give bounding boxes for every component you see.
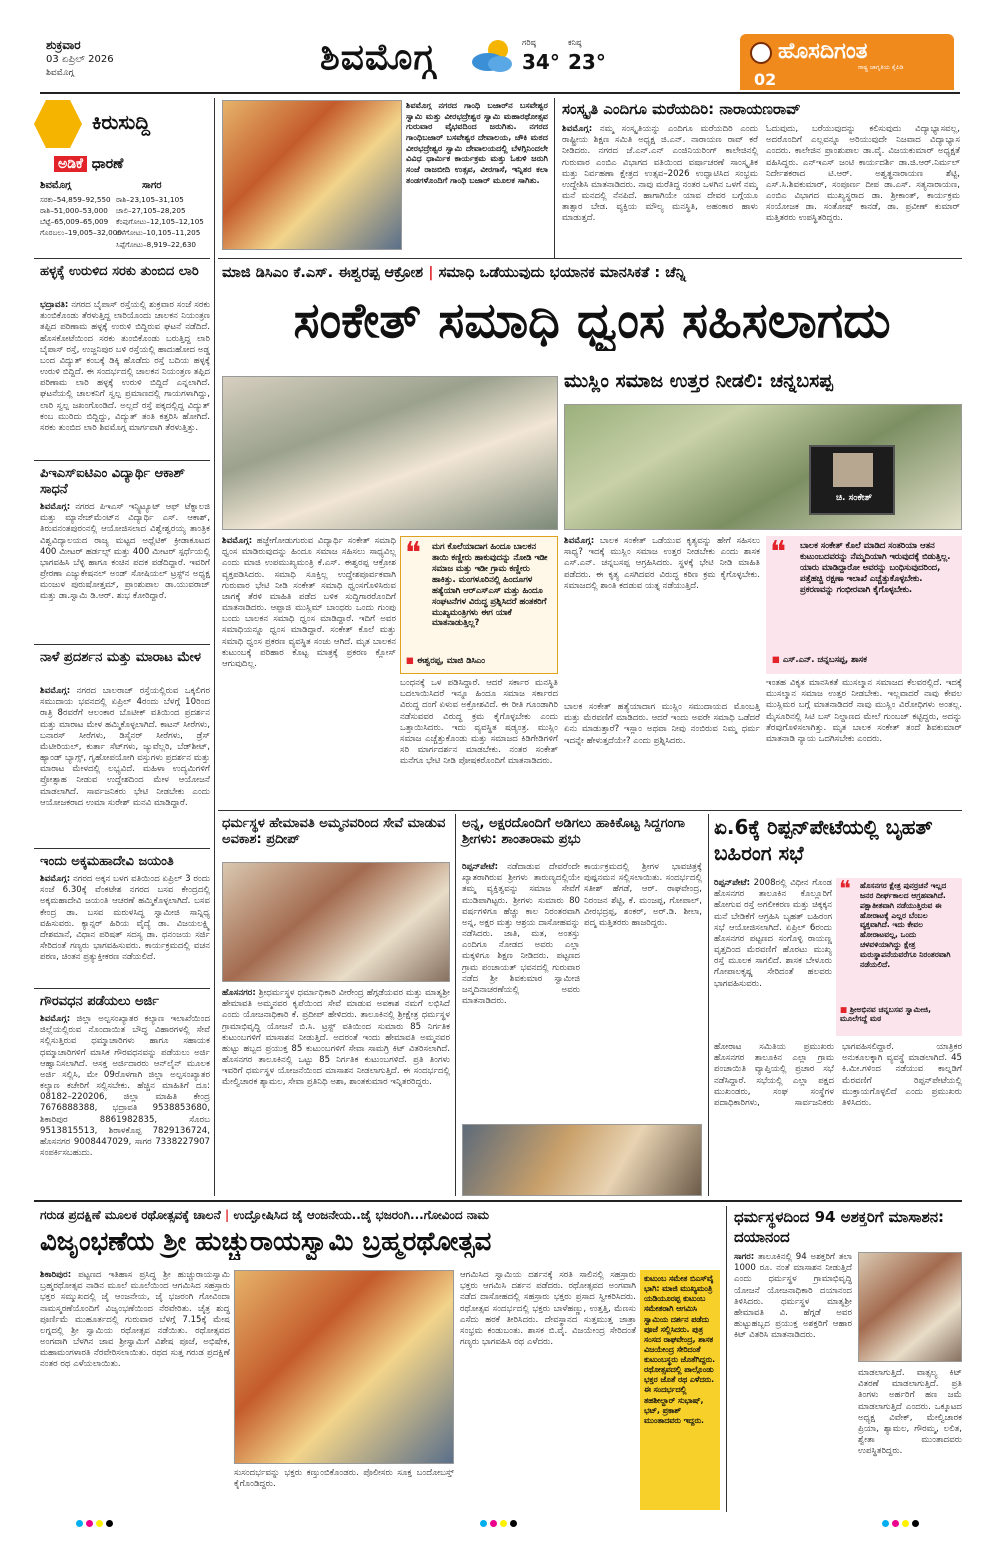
paper-tagline: ರಾಷ್ಟ್ರ ಜಾಗೃತಿಯ ಕೈಪಿಡಿ (858, 64, 904, 71)
siddaganga-dateline: ರಿಪ್ಪನ್‌ಪೇಟೆ: (462, 862, 499, 872)
samskruti-body-right: ಓದುವುದು, ಬರೆಯುವುದನ್ನು ಕಲಿಸುವುದು ವಿದ್ಯಾಭ್ಯಾಸವಲ್ಲ, ಅದರೊಂದಿಗೆ ಎಲ್ಲವನ್ನೂ ಅರಿಯುವುದೇ ನಿಜವಾದ ವಿದ್ಯಾಭ್ಯಾಸ ಎಂದರು. ಕಾಲೇಜಿನ ಪ್ರಾಂಶುಪಾಲ ಡಾ.ವೈ. ವಿಜಯಕುಮಾರ್ ಅಧ್ಯಕ್ಷತೆ ವಹಿಸಿದ್ದರು. ಎನ್‌ಇಎಸ್ ಜಂಟಿ ಕಾರ್ಯದರ್ಶಿ ಡಾ.ಜಿ.ಆರ್.ನಿರ್ಮಲ್ ನಿರ್ದೇಶಕರಾದ ಟಿ.ಆರ್. ಅಶ್ವತ್ಥನಾರಾಯಣ ಶೆಟ್ಟಿ, ಎಸ್.ಸಿ.ಶಿವಕುಮಾರ್, ಸಂಪೂರ್ಣ ದೀಪ ಡಾ.ಎಸ್. ಸತ್ಯನಾರಾಯಣ, ಎಂಬಿಎ ವಿಭಾಗದ ಮುಖ್ಯಸ್ಥರಾದ ಡಾ. ಶ್ರೀಕಾಂತ್, ಕಾರ್ಯಕ್ರಮ ಸಂಯೋಜಕ ಡಾ. ಸಂತೋಷ್ ಕಾನಡೆ, ಡಾ. ಪ್ರವೀಣ್ ಕುಮಾರ್ ಮತ್ತಿತರರು ಉಪಸ್ಥಿತರಿದ್ದರು. (766, 124, 960, 224)
gowrava-text: ಜಿಲ್ಲಾ ಅಲ್ಪಸಂಖ್ಯಾತರ ಕಲ್ಯಾಣ ಇಲಾಖೆಯಿಂದ ಜಿಲ್ಲೆಯಲ್ಲಿರುವ ನೊಂದಾಯಿತ ಬೌದ್ಧ ವಿಹಾರಗಳಲ್ಲಿ ಸೇವೆ ಸಲ್ಲಿಸುತ್ತಿರುವ ಧಮ್ಮಾಚಾರಿಗಳು ಹಾಗೂ ಸಹಾಯಕ ಧಮ್ಮಾಚಾರಿಗಳಿಗೆ ಮಾಸಿಕ ಗೌರವಧನವನ್ನು ಪಡೆಯಲು ಅರ್ಜಿ ಆಹ್ವಾನಿಸಲಾಗಿದೆ. ಆಸಕ್ತ ಅರ್ಜಿದಾರರು ಆನ್‌ಲೈನ್ ಮೂಲಕ ಅರ್ಜಿ ಸಲ್ಲಿಸಿ, ಮೇ 09ರೊಳಗಾಗಿ ಜಿಲ್ಲಾ ಅಲ್ಪಸಂಖ್ಯಾತರ ಕಲ್ಯಾಣ ಕಚೇರಿಗೆ ಸಲ್ಲಿಸಬೇಕು. ಹೆಚ್ಚಿನ ಮಾಹಿತಿಗೆ ದೂ: 08182–220206, ಜಿಲ್ಲಾ ಮಾಹಿತಿ ಕೇಂದ್ರ 7676888388, ಭದ್ರಾವತಿ 9538853680, ಶಿಕಾರಿಪುರ 8861982835, ಸೊರಬ 9513815513, ಶಿರಾಳಕೊಪ್ಪ 7829136724, ಹೊಸನಗರ 9008447029, ಸಾಗರ 7338227907 ಸಂಪರ್ಕಿಸಬಹುದು. (40, 1014, 210, 1159)
piesbitiem-dateline: ಶಿವಮೊಗ್ಗ: (40, 502, 71, 512)
dharmasthala94-photo (858, 1252, 962, 1362)
siddaganga-headline: ಅನ್ನ, ಅಕ್ಷರದೊಂದಿಗೆ ಅಡಿಗಲು ಹಾಕಿಕೊಟ್ಟ ಸಿದ್ದಗಂಗಾ ಶ್ರೀಗಳು: ಶಾಂತಾರಾಮ ಪ್ರಭು (462, 816, 686, 848)
lorry-headline: ಹಳ್ಳಕ್ಕೆ ಉರುಳಿದ ಸರಕು ತುಂಬಿದ ಲಾರಿ (40, 264, 199, 279)
hucchuraya-dateline: ಶಿಕಾರಿಪುರ: (40, 1270, 72, 1280)
lead-headline: ಸಂಕೇತ್ ಸಮಾಧಿ ಧ್ವಂಸ ಸಹಿಸಲಾಗದು (293, 292, 891, 349)
kicker-separator: | (224, 1208, 234, 1222)
pradarshana-rule (34, 848, 210, 849)
akkamahadevi-rule (34, 988, 210, 989)
akkamahadevi-text: ನಗರದ ಅಕ್ಕನ ಬಳಗ ವತಿಯಿಂದ ಏಪ್ರಿಲ್ 3 ರಂದು ಸಂಜೆ 6.30ಕ್ಕೆ ವೆಂಕಟೇಶ ನಗರದ ಬಸವ ಕೇಂದ್ರದಲ್ಲಿ ಅಕ್ಕಮಹಾದೇವಿ ಜಯಂತಿ ಆಚರಣೆ ಹಮ್ಮಿಕೊಳ್ಳಲಾಗಿದೆ. ಬಸವ ಕೇಂದ್ರ ಡಾ. ಬಸವ ಮರುಳಸಿದ್ಧ ಸ್ವಾಮೀಜಿ ಸಾನ್ನಿಧ್ಯ ವಹಿಸುವರು. ಕ್ಯಾನ್ಸರ್ ಹಿರಿಯ ವೈದ್ಯೆ ಡಾ. ವಿಜಯಲಕ್ಷ್ಮಿ ದೇಶಮಾನೆ, ವಿಧಾನ ಪರಿಷತ್ ಸದಸ್ಯ ಡಾ. ಧನಂಜಯ ಸರ್ಜಿ ಸೇರಿದಂತೆ ಗಣ್ಯರು ಭಾಗವಹಿಸುವರು. ಕಾರ್ಯಕ್ರಮದಲ್ಲಿ ವಚನ ಪಠಣ, ಚಿಂತನ ಪ್ರತ್ಯುಕ್ತೀಕರಣ ನಡೆಯಲಿದೆ. (40, 874, 210, 963)
dharmasthala-body (222, 988, 450, 1194)
pradarshana-dateline: ಶಿವಮೊಗ್ಗ: (40, 686, 71, 696)
akkamahadevi-body (40, 874, 210, 984)
masthead-rule (40, 92, 960, 94)
adike-right-row: ಚಾಲಿ–27,105–28,205 (116, 206, 186, 216)
samskruti-dateline: ಶಿವಮೊಗ್ಗ: (562, 124, 593, 134)
bottom-band-rule (34, 1200, 962, 1202)
hucchuraya-kicker (40, 1208, 720, 1223)
page-number: 02 (754, 70, 777, 89)
ripponpete-headline: ಏ.6ಕ್ಕೆ ರಿಪ್ಪನ್‌ಪೇಟೆಯಲ್ಲಿ ಬೃಹತ್ ಬಹಿರಂಗ ಸಭೆ (714, 815, 933, 865)
hucchuraya-body-1 (40, 1270, 230, 1510)
kicker-separator: | (428, 265, 439, 281)
gowrava-dateline: ಶಿವಮೊಗ್ಗ: (40, 1014, 71, 1024)
quote-mark-icon: ❝ (770, 535, 787, 570)
lead-subheadline: ಮುಸ್ಲಿಂ ಸಮಾಜ ಉತ್ತರ ನೀಡಲಿ: ಚನ್ನಬಸಪ್ಪ (564, 370, 833, 392)
dharmasthala-photo (222, 862, 450, 982)
lead-kicker-right: ಸಮಾಧಿ ಒಡೆಯುವುದು ಭಯಾನಕ ಮಾನಸಿಕತೆ : ಚೆನ್ನಿ (438, 265, 686, 281)
quote-bullet: ■ (406, 655, 417, 665)
samskruti-text-left: ನಮ್ಮ ಸಂಸ್ಕೃತಿಯನ್ನು ಎಂದಿಗೂ ಮರೆಯದಿರಿ ಎಂದು ರಾಷ್ಟ್ರೀಯ ಶಿಕ್ಷಣ ಸಮಿತಿ ಅಧ್ಯಕ್ಷ ಜಿ.ಎನ್. ನಾರಾಯಣ ರಾವ್ ಕರೆ ನೀಡಿದರು. ನಗರದ ಜೆ.ಎನ್.ಎನ್ ಎಂಜಿನಿಯರಿಂಗ್ ಕಾಲೇಜಿನಲ್ಲಿ ಗುರುವಾರ ಎಂಬಿಎ ವಿಭಾಗದ ವತಿಯಿಂದ ವರ್ಷಾಚರಣೆ ಸಾಂಸ್ಕೃತಿಕ ಮತ್ತು ನಿರ್ವಹಣಾ ಕ್ಷೇತ್ರದ ಉತ್ಸವ–2026 ಉದ್ಘಾಟಿಸಿದ ಸಂಭ್ರಮ ಉದ್ದೇಶಿಸಿ ಮಾತನಾಡಿದರು. ನಾವು ಮರೆತಿದ್ದ ನಂತರ ಒಳಗಿನ ಒಳಗೆ ನಮ್ಮ ಮನೆ ಮನದಲ್ಲಿ ನೆನಪಿದೆ. ಹಾಗಾಗಿಯೇ ಯಾವ ದೇವರ ಬಗ್ಗೆಯೂ ತಾತ್ಸಾರ ಬೇಡ. ವ್ಯಕ್ತಿಯ ಮೌಲ್ಯ ಮನಸ್ಥಿತಿ, ಅಹಂಕಾರ ಹಾಳು ಮಾಡುತ್ತದೆ. (562, 124, 758, 224)
channabasappa-quote (766, 536, 962, 674)
lead-body-right-3: ಇಂತಹ ವಿಕೃತ ಮಾನಸಿಕತೆ ಮುಸಲ್ಮಾನ ಸಮಾಜದ ಕೆಲವರಲ್ಲಿದೆ. ಇದಕ್ಕೆ ಮುಸಲ್ಮಾನ ಸಮಾಜ ಉತ್ತರ ನೀಡಬೇಕು. ಇಲ್ಲವಾದರೆ ನಾವು ಕೇವಲ ಮುಸ್ಲಿಮರ ಬಗ್ಗೆ ಮಾತನಾಡಿದರೆ ನಾವು ಮುಸ್ಲಿಂ ವಿರೋಧಿಗಳು ಅಂತಲ್ಲ. ಮೈಸೂರಿನಲ್ಲಿ ಸಿಟಿ ಬಸ್ ನಿಲ್ದಾಣದ ಮೇಲೆ ಗುಂಬಜ್ ಕಟ್ಟಿದ್ದರು, ಅದನ್ನು ತೆರವುಗೊಳಿಸಲಾಗಿತ್ತು. ಮೃತ ಬಾಲಕ ಸಂಕೇತ್ ತಂದೆ ಶಿವಕುಮಾರ್ ಮಾತನಾಡಿ ನ್ಯಾಯ ಒದಗಿಸಬೇಕು ಎಂದರು. (766, 678, 962, 744)
quote-by-text: ಈಶ್ವರಪ್ಪ, ಮಾಜಿ ಡಿಸಿಎಂ (416, 655, 486, 665)
top-band-rule (218, 258, 962, 259)
akkamahadevi-dateline: ಶಿವಮೊಗ್ಗ: (40, 874, 71, 884)
quote-bullet: ■ (840, 1005, 850, 1014)
adike-left-row: ಬೆಟ್ಟೆ–65,009–65,009 (40, 217, 109, 227)
gowrava-body (40, 1014, 210, 1194)
logo-box (740, 34, 954, 90)
ripponpete-text-1: 2008ರಲ್ಲಿ ವಿಧೀನ ಗೊಂಡ ಹೊಸನಗರ ತಾಲೂಕಿನ ಕೊಲ್ಲೂರಿಗೆ ಹೋಗುವ ರಸ್ತೆ ಅಗಲೀಕರಣ ಮತ್ತು ಚಿಕ್ಕಕ್ಕನ ಮನೆ ಬೇಡಿಕೆಗೆ ಆಗ್ರಹಿಸಿ ಬೃಹತ್ ಬಹಿರಂಗ ಸಭೆ ಆಯೋಜಿಸಲಾಗಿದೆ. ಏಪ್ರಿಲ್ 6ರಂದು ಹೊಸನಗರ ಪಟ್ಟಣದ ಸಂಗೊಳ್ಳಿ ರಾಯಣ್ಣ ವೃತ್ತದಿಂದ ಮೆರವಣಿಗೆ ಹೊರಟು ಮುಖ್ಯ ರಸ್ತೆ ಮೂಲಕ ಸಾಗಲಿದೆ. ಶಾಸಕ ಬೇಳೂರು ಗೋಪಾಲಕೃಷ್ಣ ಸೇರಿದಂತೆ ಹಲವರು ಭಾಗವಹಿಸುವರು. (714, 878, 832, 989)
day-label: ಶುಕ್ರವಾರ (46, 38, 81, 52)
tombstone-name: ಚಿ. ಸಂಕೇತ್ (835, 493, 873, 503)
date-label: 03 ಏಪ್ರಿಲ್ 2026 (46, 54, 114, 65)
max-temp: 34° (522, 50, 560, 74)
masthead (0, 0, 1000, 94)
piesbitiem-headline: ಪಿಇಎಸ್‌ಐಟಿಎಂ ವಿದ್ಯಾರ್ಥಿ ಆಕಾಶ್ ಸಾಧನೆ (40, 466, 185, 498)
hucchuraya-kicker-left: ಗರುಡ ಪ್ರದಕ್ಷಿಣೆ ಮೂಲಕ ರಥೋತ್ಸವಕ್ಕೆ ಚಾಲನೆ (40, 1208, 221, 1222)
adike-right-row: ರಾಶಿ–23,105–31,105 (116, 195, 184, 204)
lead-body-right-2: ಬಾಲಕ ಸಂಕೇತ್ ಹತ್ಯೆಯಾದಾಗ ಮುಸ್ಲಿಂ ಸಮುದಾಯದ ಮೊಂಬತ್ತಿ ಮತ್ತು ಮೆರವಣಿಗೆ ಮಾಡಿದರು. ಆದರೆ ಇಂದು ಅವರೇ ಸಮಾಧಿ ಒಡೆದರೆ ಏನು ಮಾಡುತ್ತಾರೆ? ಇಸ್ಲಾಂ ಅಥವಾ ನೀವು ನಂಬಿರುವ ನಿಮ್ಮ ಧರ್ಮ ಇದನ್ನೇ ಹೇಳುತ್ತದೆಯೇ? ಎಂದು ಪ್ರಶ್ನಿಸಿದರು. (564, 702, 760, 746)
piesbitiem-rule (34, 644, 210, 645)
lead-text-left-1: ಹಜ್ಜೇಗೋಡುಗುರುವ ವಿದ್ಯಾರ್ಥಿ ಸಂಕೇತ್ ಸಮಾಧಿ ಧ್ವಂಸ ಮಾಡಿರುವುದನ್ನು ಹಿಂದೂ ಸಮಾಜ ಸಹಿಸಲು ಸಾಧ್ಯವಿಲ್ಲ ಎಂದು ಮಾಜಿ ಉಪಮುಖ್ಯಮಂತ್ರಿ ಕೆ.ಎಸ್. ಈಶ್ವರಪ್ಪ ಆಕ್ರೋಶ ವ್ಯಕ್ತಪಡಿಸಿದರು. ಸಮಾಧಿ ಸೂಕ್ತಿಲ್ಲ ಉದ್ದೇಶಪೂರ್ವಕವಾಗಿ ಗುರುವಾರ ಭೇಟಿ ನೀಡಿ ಸಂಕೇತ್ ಸಮಾಧಿ ಧ್ವಂಸಗೊಳಿಸಿರುವ ಜಾಗಕ್ಕೆ ತೆರಳಿ ಮಾಹಿತಿ ಪಡೆದ ಬಳಿಕ ಸುದ್ದಿಗಾರರೊಂದಿಗೆ ಮಾತನಾಡಿದರು. ಆಪ್ಪಾಜಿ ಮುಸ್ಲಿಮ್ ಬಾಂಧರು ಒಂದು ಗುಂಪು ಬಂದು ಬಾಲಕನ ಸಮಾಧಿ ಧ್ವಂಸ ಮಾಡಿದ್ದಾರೆ. ಇದಿಗೆ ಅವರ ಸಮಾಧಿಯನ್ನೂ ಧ್ವಂಸ ಮಾಡಿದ್ದಾರೆ. ಸಂಕೇತ್ ಕೊಲೆ ಮತ್ತು ಸಮಾಧಿ ಧ್ವಂಸ ಪ್ರಕರಣ ವ್ಯವಸ್ಥಿತ ಸಂಚು ಆಗಿದೆ. ಮೃತ ಬಾಲಕನ ಕುಟುಂಬಕ್ಕೆ ಪರಿಹಾರ ಕೊಟ್ಟ ಮಾತ್ರಕ್ಕೆ ಪ್ರಕರಣ ಕ್ಲೋಸ್ ಆಗುವುದಿಲ್ಲ. (222, 536, 396, 669)
kirusuddi-badge (34, 100, 196, 148)
max-temp-label: ಗರಿಷ್ಠ (522, 38, 536, 47)
adike-left-row: ಸರಕು–54,859–92,550 (40, 195, 111, 204)
akkamahadevi-headline: ಇಂದು ಅಕ್ಕಮಹಾದೇವಿ ಜಯಂತಿ (40, 854, 174, 869)
hucchuraya-body-2: ಆಗಮಿಸಿದ ಸ್ವಾಮಿಯ ದರ್ಶನಕ್ಕೆ ಸರತಿ ಸಾಲಿನಲ್ಲಿ ಸಹಸ್ರಾರು ಭಕ್ತರು ಆಗಮಿಸಿ ದರ್ಶನ ಪಡೆದರು. ರಥೋತ್ಸವದ ಅಂಗವಾಗಿ ನಡೆದ ದಾಸೋಹದಲ್ಲಿ ಸಹಸ್ರಾರು ಭಕ್ತರು ಪ್ರಸಾದ ಸ್ವೀಕರಿಸಿದರು. ರಥೋತ್ಸವ ಸಂದರ್ಭದಲ್ಲಿ ಭಕ್ತರು ಬಾಳೆಹಣ್ಣು, ಉತ್ತತ್ತಿ, ಮೆಣಸು ಎಸೆದು ಹರಕೆ ತೀರಿಸಿದರು. ದೇವಸ್ಥಾನದ ಸುತ್ತಮುತ್ತ ಜಾತ್ರಾ ಸಂಭ್ರಮ ಕಂಡುಬಂತು. ಶಾಸಕ ಬಿ.ವೈ. ವಿಜಯೇಂದ್ರ ಸೇರಿದಂತೆ ಗಣ್ಯರು ಭಾಗವಹಿಸಿ ರಥ ಎಳೆದರು. (460, 1270, 636, 1348)
dharmasthala94-body-1 (734, 1252, 852, 1510)
channabasappa-quote-by (772, 654, 956, 665)
bottom-band-vrule (726, 1206, 727, 1512)
adike-right-row: ಬಿಳೆಗೋಟು–10,105–11,205 (116, 228, 201, 238)
registration-marks-center (480, 1520, 520, 1531)
ripponpete-quote-text: ಹೊಸನಗರ ಕ್ಷೇತ್ರ ಪುನರ್ರಚನೆ ಇಲ್ಲದ ಜನರ ದೀರ್ಘಕಾಲದ ಆಗ್ರಹವಾಗಿದೆ. ಪಕ್ಷಾತೀತವಾಗಿ ನಡೆಯುತ್ತಿರುವ ಈ ಹೋರಾಟಕ್ಕೆ ಎಲ್ಲರ ಬೆಂಬಲ ವ್ಯಕ್ತವಾಗಿದೆ. ಇದು ಕೇವಲ ಹೋರಾಟವಲ್ಲ, ಒಂದು ಚಳವಳಿಯಾಗಿದ್ದು ಕ್ಷೇತ್ರ ಮರುಸ್ಥಾಪನೆಯವರೆಗೂ ನಿರಂತರವಾಗಿ ನಡೆಯಲಿದೆ. (860, 881, 951, 969)
adike-left-place: ಶಿವಮೊಗ್ಗ (40, 180, 72, 191)
lead-bottom-rule (218, 810, 962, 811)
pradarshana-text: ನಗರದ ಬಾಲರಾಜ್ ರಸ್ತೆಯಲ್ಲಿರುವ ಒಕ್ಕಲಿಗರ ಸಮುದಾಯ ಭವನದಲ್ಲಿ ಏಪ್ರಿಲ್ 4ರಂದು ಬೆಳಗ್ಗೆ 10ರಿಂದ ರಾತ್ರಿ 8ರವರೆಗೆ ಆಲಂಕಾರ ಬೊಟೀಕ್ ವತಿಯಿಂದ ಪ್ರದರ್ಶನ ಮತ್ತು ಮಾರಾಟ ಮೇಳ ಹಮ್ಮಿಕೊಳ್ಳಲಾಗಿದೆ. ಕಾಟನ್ ಸೀರೆಗಳು, ಬನಾರಸ್ ಸೀರೆಗಳು, ಡಿಸೈನರ್ ಸೀರೆಗಳು, ಡ್ರೆಸ್ ಮೆಟೀರಿಯಲ್, ಕುರ್ತಾ ಸೆಟ್‌ಗಳು, ಜ್ಯುವೆಲ್ಲರಿ, ಬೆಡ್‌ಶೀಟ್, ಹ್ಯಾಂಡ್ ಬ್ಯಾಗ್ಸ್, ಗೃಹೋಪಯೋಗಿ ವಸ್ತುಗಳು ಪ್ರದರ್ಶನ ಮತ್ತು ಮಾರಾಟ ಮೇಳದಲ್ಲಿ ಲಭ್ಯವಿದೆ. ಮಹಿಳಾ ಉದ್ಯಮಿಗಳಿಗೆ ಪ್ರೋತ್ಸಾಹ ನೀಡುವ ಉದ್ದೇಶದಿಂದ ಮೇಳ ಆಯೋಜನೆ ಮಾಡಲಾಗಿದೆ. ಸಾರ್ವಜನಿಕರು ಭೇಟಿ ನೀಡಬೇಕು ಎಂದು ಆಯೋಜಕರಾದ ಉಮಾ ಸುರೇಶ್ ಮನವಿ ಮಾಡಿದ್ದಾರೆ. (40, 686, 210, 808)
dharmasthala-text: ಶ್ರೀಧರ್ಮಸ್ಥಳ ಧರ್ಮಾಧಿಕಾರಿ ವೀರೇಂದ್ರ ಹೆಗ್ಗಡೆಯವರ ಮತ್ತು ಮಾತೃಶ್ರೀ ಹೇಮಾವತಿ ಅಮ್ಮನವರ ಕೃಪೆಯಿಂದ ಸೇವೆ ಮಾಡುವ ಅವಕಾಶ ನಮಗೆ ಲಭಿಸಿದೆ ಎಂದು ಯೋಜನಾಧಿಕಾರಿ ಕೆ. ಪ್ರದೀಪ್ ಹೇಳಿದರು. ತಾಲೂಕಿನಲ್ಲಿ ಶ್ರೀಕ್ಷೇತ್ರ ಧರ್ಮಸ್ಥಳ ಗ್ರಾಮಾಭಿವೃದ್ಧಿ ಯೋಜನೆ ಬಿ.ಸಿ. ಟ್ರಸ್ಟ್ ವತಿಯಿಂದ ಸುಮಾರು 85 ನಿರ್ಗತಿಕ ಕುಟುಂಬಗಳಿಗೆ ಮಾಸಾಶನ ನೀಡುತ್ತಿದೆ. ಅದರಂತೆ ಇಂದು ಹೇಮಾವತಿ ಅಮ್ಮನವರ ಹುಟ್ಟು ಹಬ್ಬದ ಪ್ರಯುಕ್ತ 85 ಕುಟುಂಬಗಳಿಗೆ ಸೇವಾ ಸಾಮಗ್ರಿ ಕಿಟ್ ವಿತರಿಸಲಾಗಿದೆ. ಹೊಸನಗರ ತಾಲೂಕಿನಲ್ಲಿ ಒಟ್ಟು 85 ನಿರ್ಗತಿಕ ಕುಟುಂಬಗಳಿದೆ. ಪ್ರತಿ ತಿಂಗಳು ಇವರಿಗೆ ಧರ್ಮಸ್ಥಳ ಯೋಜನೆಯಿಂದ ಮಾಸಾಶನ ನೀಡಲಾಗುತ್ತಿದೆ. ಈ ಸಂದರ್ಭದಲ್ಲಿ ಮೇಲ್ವಿಚಾರಕ ಶ್ಯಾಮಲ, ಸೇವಾ ಪ್ರತಿನಿಧಿ ಅಶಾ, ಶಾಂತಕುಮಾರ ಇನ್ನಿತರರಿದ್ದರು. (222, 988, 450, 1088)
lead-dateline-right: ಶಿವಮೊಗ್ಗ: (564, 536, 595, 546)
min-temp: 23° (568, 50, 606, 74)
eshwarappa-photo (222, 376, 558, 530)
channabasappa-quote-text: ಬಾಲಕ ಸಂಕೇತ್ ಕೊಲೆ ಮಾಡಿದ ಸಂತರಿಯಾ ಆತನ ಕುಟುಂಬದವರನ್ನು ನೆಮ್ಮದಿಯಾಗಿ ಇರುವುದಕ್ಕೆ ಬಿಡುತ್ತಿಲ್ಲ. ಯಾರು ಮಾಡಿದ್ದಾರೋ ಅವರನ್ನು ಬಂಧಿಸುವುದರಿಂದ, ಪತ್ತೆಹಚ್ಚಿ ರಕ್ಷಣಾ ಇಲಾಖೆ ಎಚ್ಚೆತ್ತುಕೊಳ್ಳಬೇಕು. ಪ್ರಕರಣವನ್ನು ಗಂಭೀರವಾಗಿ ಕೈಗೊಳ್ಳಬೇಕು. (800, 540, 951, 594)
eshwarappa-quote (400, 536, 558, 674)
left-col-rule (214, 98, 215, 1196)
adike-title-a: ಅಡಿಕೆ (54, 156, 87, 172)
lead-text-right-1: ಬಾಲಕ ಸಂಕೇತ್ ಒಡೆಯುವ ಕೃತ್ಯವನ್ನು ಹೇಗೆ ಸಹಿಸಲು ಸಾಧ್ಯ? ಇದಕ್ಕೆ ಮುಸ್ಲಿಂ ಸಮಾಜ ಉತ್ತರ ನೀಡಬೇಕು ಎಂದು ಶಾಸಕ ಎಸ್.ಎನ್. ಚನ್ನಬಸಪ್ಪ ಆಗ್ರಹಿಸಿದರು. ಸ್ಥಳಕ್ಕೆ ಭೇಟಿ ನೀಡಿ ಮಾಹಿತಿ ಪಡೆದರು. ಈ ಕೃತ್ಯ ಎಸಗಿದವರ ವಿರುದ್ಧ ಕಠಿಣ ಕ್ರಮ ಕೈಗೊಳ್ಳಬೇಕು. ಸಮಾಜದಲ್ಲಿ ಶಾಂತಿ ಕದಡುವ ಯತ್ನ ನಡೆಯುತ್ತಿದೆ. (564, 536, 760, 591)
lead-kicker-left: ಮಾಜಿ ಡಿಸಿಎಂ ಕೆ.ಎಸ್. ಈಶ್ವರಪ್ಪ ಆಕ್ರೋಶ (222, 265, 424, 281)
quote-bullet: ■ (772, 654, 783, 664)
lead-kicker (222, 264, 962, 282)
piesbitiem-body (40, 502, 210, 640)
adike-right-row: ಸಿಪ್ಪೆಗೋಟು–8,919–22,630 (116, 239, 196, 249)
adike-right-place: ಸಾಗರ (142, 180, 162, 191)
pradarshana-body (40, 686, 210, 844)
gowrava-headline: ಗೌರವಧನ ಪಡೆಯಲು ಅರ್ಜಿ (40, 994, 160, 1009)
gandhi-bazar-caption: ಶಿವಮೊಗ್ಗ ನಗರದ ಗಾಂಧಿ ಬಜಾರ್‌ನ ಬಸವೇಶ್ವರ ಸ್ವಾಮಿ ಮತ್ತು ವೀರಭದ್ರೇಶ್ವರ ಸ್ವಾಮಿ ಮಹಾರಥೋತ್ಸವ ಗುರುವಾರ ವೈಭವದಿಂದ ಜರುಗಿತು. ನಗರದ ಗಾಂಧಿಬಜಾರ್ ಬಸವೇಶ್ವರ ದೇವಾಲಯ, ಚೌಕಿ ಮಠದ ವೀರಭದ್ರೇಶ್ವರ ಸ್ವಾಮಿ ದೇವಾಲಯದಲ್ಲಿ ಬೆಳಗ್ಗಿನಿಂದಲೇ ವಿವಿಧ ಧಾರ್ಮಿಕ ಕಾರ್ಯಕ್ರಮ ಮತ್ತು ಓಕುಳಿ ಜರುಗಿ ಸಂಜೆ ರಾಜಬೀದಿ ಉತ್ಸವ, ವೀರಗಾಸೆ, ಇನ್ನಿತರ ಕಲಾ ತಂಡಗಳೊಂದಿಗೆ ಗಾಂಧಿ ಬಜಾರ್ ಮೂಲಕ ಸಾಗಿತು. (406, 100, 548, 185)
adike-left-row: ಗೊರಬಲು–19,005–32,000 (40, 228, 122, 238)
dharmasthala-dateline: ಹೊಸನಗರ: (222, 988, 256, 998)
kutumba-text: ಕುಟುಂಬ ಸಮೇತ ಬಿಎಸ್‌ವೈ ಭಾಗಿ: ಮಾಜಿ ಮುಖ್ಯಮಂತ್ರಿ ಯಡಿಯೂರಪ್ಪ ಕುಟುಂಬ ಸಮೇತರಾಗಿ ಆಗಮಿಸಿ ಸ್ವಾಮಿಯ ದರ್ಶನ ಪಡೆದು ಪೂಜೆ ಸಲ್ಲಿಸಿದರು. ಪುತ್ರ ಸಂಸದ ರಾಘವೇಂದ್ರ, ಶಾಸಕ ವಿಜಯೇಂದ್ರ ಸೇರಿದಂತೆ ಕುಟುಂಬಸ್ಥರು ಜೊತೆಗಿದ್ದರು. ರಥೋತ್ಸವದಲ್ಲಿ ಪಾಲ್ಗೊಂಡು ಭಕ್ತರ ಜೊತೆ ರಥ ಎಳೆದರು. ಈ ಸಂದರ್ಭದಲ್ಲಿ ತಹಶೀಲ್ದಾರ್ ಸುಭಾಷ್, ಭಟ್, ಪ್ರಕಾಶ್ ಮುಂತಾದವರು ಇದ್ದರು. (644, 1274, 716, 1425)
kutumba-box (640, 1270, 720, 1510)
lorry-rule (34, 460, 210, 461)
tombstone (809, 445, 895, 515)
lead-dateline-left: ಶಿವಮೊಗ್ಗ: (222, 536, 253, 546)
lorry-text: ನಗರದ ಬೈಪಾಸ್ ರಸ್ತೆಯಲ್ಲಿ ಶುಕ್ರವಾರ ಸಂಜೆ ಸರಕು ತುಂಬಿಕೊಂಡು ತೆರಳುತ್ತಿದ್ದ ಲಾರಿಯೊಂದು ಚಾಲಕನ ನಿಯಂತ್ರಣ ತಪ್ಪಿದ ಪರಿಣಾಮ ಹಳ್ಳಕ್ಕೆ ಉರುಳಿ ಬಿದ್ದಿರುವ ಘಟನೆ ನಡೆದಿದೆ. ಹೊಸಕೋಟೆಯಿಂದ ಸರಕು ತುಂಬಿಕೊಂಡು ಬರುತ್ತಿದ್ದ ಲಾರಿ ಬೈಪಾಸ್ ರಸ್ತೆ, ಉಜ್ಜನಿಪುರ ಬಳಿ ರಸ್ತೆಯಲ್ಲಿ ಹಾದುಹೋದ ಅಡ್ಡ ಬಂದ ವಿದ್ಯುತ್ ಕಂಬಕ್ಕೆ ಡಿಕ್ಕಿ ಹೊಡೆದು ರಸ್ತೆ ಬದಿಯ ಹಳ್ಳಕ್ಕೆ ಉರುಳಿ ಬಿದ್ದಿದೆ. ಈ ಸಂದರ್ಭದಲ್ಲಿ ಚಾಲಕನ ನಿಯಂತ್ರಣ ತಪ್ಪಿದ ಪರಿಣಾಮ ಲಾರಿ ಹಳ್ಳಕ್ಕೆ ಉರುಳಿ ಬಿದ್ದಿದೆ ಎನ್ನಲಾಗಿದೆ. ಘಟನೆಯಲ್ಲಿ ಚಾಲಕನಿಗೆ ಸ್ವಲ್ಪ ಪ್ರಮಾಣದಲ್ಲಿ ಗಾಯಗಳಾಗಿದ್ದು, ಲಾರಿ ಸ್ವಲ್ಪ ಜಖಂಗೊಂಡಿದೆ. ಅಲ್ಲದೆ ರಸ್ತೆ ಪಕ್ಕದಲ್ಲಿದ್ದ ವಿದ್ಯುತ್ ಕಂಬ ಮುರಿದು ಬಿದ್ದಿದ್ದು, ವಿದ್ಯುತ್ ತಂತಿ ಕತ್ತರಿಸಿ ಹೋಗಿದೆ. ಸರಕು ತುಂಬಿದ ಲಾರಿ ಶಿವಮೊಗ್ಗ ಮಾರ್ಗವಾಗಿ ತೆರಳುತ್ತಿತ್ತು. (40, 300, 210, 433)
piesbitiem-text: ನಗರದ ಪಿಇಎಸ್ ಇನ್ಸ್ಟಿಟ್ಯೂಟ್ ಆಫ್ ಟೆಕ್ನಾಲಜಿ ಮತ್ತು ಮ್ಯಾನೇಜ್‌ಮೆಂಟ್‌ನ ವಿದ್ಯಾರ್ಥಿ ಎಸ್. ಆಕಾಶ್, ತಿರುವನಂತಪುರಂನಲ್ಲಿ ಆಯೋಜಿಸಲಾದ ವಿಶ್ವೇಶ್ವರಯ್ಯ ತಾಂತ್ರಿಕ ವಿಶ್ವವಿದ್ಯಾಲಯದ ರಾಜ್ಯ ಮಟ್ಟದ ಅಥ್ಲೆಟಿಕ್ ಕ್ರೀಡಾಕೂಟದ 400 ಮೀಟರ್ ಹರ್ಡಲ್ಸ್ ಮತ್ತು 400 ಮೀಟರ್ ಸ್ಪರ್ಧೆಯಲ್ಲಿ ಭಾಗವಹಿಸಿ ಬೆಳ್ಳಿ ಹಾಗೂ ಕಂಚಿನ ಪದಕ ಪಡೆದಿದ್ದಾರೆ. ಇವರಿಗೆ ಪ್ರೇರಣಾ ಎಜ್ಯುಕೇಷನಲ್ ಅಂಡ್ ಸೋಷಿಯಲ್ ಟ್ರಸ್ಟ್‌ನ ಅಧ್ಯಕ್ಷ ಮಂಜುಳ ಪುರುಷೋತ್ತಮ್, ಪ್ರಾಂಶುಪಾಲ ಡಾ.ಯುವರಾಜ್ ಮತ್ತು ಡಾ.ಸ್ವಾಮಿ ಡಿ.ಆರ್. ಶುಭ ಕೋರಿದ್ದಾರೆ. (40, 502, 210, 602)
logo-emblem-icon (750, 42, 772, 64)
quote-by-text: ಶ್ರೀಅಭಿನವ ಚನ್ನಬಸವ ಸ್ವಾಮೀಜಿ, ಮೂಲೆಗದ್ದೆ ಮಠ (840, 1005, 931, 1024)
hucchuraya-kicker-right: ಉದ್ಘೋಷಿಸಿದ ಜೈ ಆಂಜನೇಯ..ಜೈ ಭಜರಂಗಿ...ಗೋವಿಂದ ನಾಮ (233, 1208, 490, 1222)
lead-body-right-1 (564, 536, 760, 698)
adike-left-row: ರಾಶಿ–51,000–53,000 (40, 206, 108, 216)
tombstone-portrait (833, 453, 873, 487)
weather-icon (468, 36, 516, 76)
ripponpete-body-1 (714, 878, 832, 1036)
adike-rule (34, 258, 210, 259)
hucchuraya-headline: ವಿಜೃಂಭಣೆಯ ಶ್ರೀ ಹುಚ್ಚುರಾಯಸ್ವಾಮಿ ಬ್ರಹ್ಮರಥೋತ್ಸವ (40, 1227, 492, 1257)
gandhi-bazar-photo (222, 100, 402, 250)
registration-marks-right (882, 1520, 922, 1531)
siddaganga-text-1: ನಡೆದಾಡುವ ದೇವರೆಂದೇ ಖ್ಯಾತರಾಗಿರುವ ಶ್ರೀಗಳು ತಾರುಣ್ಯದಲ್ಲಿಯೇ ತಮ್ಮ ವ್ಯಕ್ತಿತ್ವವನ್ನು ಸಮಾಜ ಸೇವೆಗೆ ಮುಡಿಪಾಗಿಟ್ಟರು. ಶ್ರೀಗಳು ಸುಮಾರು 80 ವರ್ಷಗಳಿಗೂ ಹೆಚ್ಚು ಕಾಲ ನಿರಂತರವಾಗಿ ಅನ್ನ, ಅಕ್ಷರ ಮತ್ತು ಆಶ್ರಯ ದಾಸೋಹವನ್ನು ನಡೆಸಿದರು. ಜಾತಿ, ಮತ, ಅಂತಸ್ತು ಎಂದಿಗೂ ನೋಡದ ಅವರು ಎಲ್ಲಾ ಮಕ್ಕಳಿಗೂ ಶಿಕ್ಷಣ ನೀಡಿದರು. ಪಟ್ಟಣದ ಗ್ರಾಮ ಪಂಚಾಯತ್ ಭವನದಲ್ಲಿ ಗುರುವಾರ ನಡೆದ ಶ್ರೀ ಶಿವಕುಮಾರ ಸ್ವಾಮೀಜಿ ಜನ್ಮದಿನಾಚರಣೆಯಲ್ಲಿ ಅವರು ಮಾತನಾಡಿದರು. (462, 862, 580, 1007)
quote-by-text: ಎಸ್.ಎನ್. ಚನ್ನಬಸಪ್ಪ, ಶಾಸಕ (782, 654, 867, 664)
dharmasthala94-dateline: ಸಾಗರ: (734, 1252, 755, 1262)
quote-mark-icon: ❝ (839, 877, 851, 902)
ripponpete-body-2: ಹೋರಾಟ ಸಮಿತಿಯ ಪ್ರಮುಖರು ಹೊಸನಗರ ತಾಲೂಕಿನ ಎಲ್ಲಾ ಗ್ರಾಮ ಪಂಚಾಯಿತಿ ವ್ಯಾಪ್ತಿಯಲ್ಲಿ ಪ್ರಚಾರ ಸಭೆ ನಡೆಸಿದ್ದಾರೆ. ಸಭೆಯಲ್ಲಿ ಎಲ್ಲಾ ಪಕ್ಷದ ಮುಖಂಡರು, ಸಂಘ ಸಂಸ್ಥೆಗಳ ಪದಾಧಿಕಾರಿಗಳು, ಸಾರ್ವಜನಿಕರು ಭಾಗವಹಿಸಲಿದ್ದಾರೆ. ಯಾತ್ರಿಕರ ಅನುಕೂಲಕ್ಕಾಗಿ ವ್ಯವಸ್ಥೆ ಮಾಡಲಾಗಿದೆ. 45 ಕಿ.ಮೀ.ಗಳಿಂದ ನಡೆಯುವ ಕಾಲ್ನಡಿಗೆ ಮೆರವಣಿಗೆ ರಿಪ್ಪನ್‌ಪೇಟೆಯಲ್ಲಿ ಮುಕ್ತಾಯಗೊಳ್ಳಲಿದೆ ಎಂದು ಪ್ರಮುಖರು ತಿಳಿಸಿದರು. (714, 1042, 962, 1108)
dharmasthala-headline: ಧರ್ಮಸ್ಥಳ ಹೇಮಾವತಿ ಅಮ್ಮನವರಿಂದ ಸೇವೆ ಮಾಡುವ ಅವಕಾಶ: ಪ್ರದೀಪ್ (222, 816, 446, 848)
kirusuddi-label: ಕಿರುಸುದ್ದಿ (92, 110, 151, 134)
eshwarappa-quote-text: ಮಗ ಕೊಲೆಯಾದಾಗ ಹಿಂದೂ ಬಾಲಕನ ತಾಯಿ ಕಣ್ಣೀರು ಹಾಕುವುದನ್ನು ನೋಡಿ ಇಡೀ ಸಮಾಜ ಮತ್ತು ಇಡೀ ಗ್ರಾಮ ಕಣ್ಣೀರು ಹಾಕಿತ್ತು. ಮಂಗಳೂರಿನಲ್ಲಿ ಹಿಂದೂಗಳ ಹತ್ಯೆಯಾಗಿ ಆರ್‌ಎಸ್‌ಎಸ್ ಮತ್ತು ಹಿಂದೂ ಸಂಘಟನೆಗಳ ವಿರುದ್ಧ ಪ್ರಶ್ನಿಸಿದರೆ ಹಂತಕರಿಗೆ ಮುಖ್ಯಮಂತ್ರಿಗಳು ಈಗ ಯಾಕೆ ಮಾತನಾಡುತ್ತಿಲ್ಲ? (432, 541, 548, 628)
ratha-photo (234, 1270, 454, 1464)
lorry-dateline: ಭದ್ರಾವತಿ: (40, 300, 69, 310)
adike-right-list (116, 194, 210, 250)
dharmasthala94-headline: ಧರ್ಮಸ್ಥಳದಿಂದ 94 ಅಶಕ್ತರಿಗೆ ಮಾಸಾಶನ: ದಯಾನಂದ (734, 1208, 945, 1246)
lead-body-left-2: ಬಂಧನಕ್ಕೆ ಒಳ ಪಡಿಸಿದ್ದಾರೆ. ಆದರೆ ಸರ್ಕಾರ ಮನಸ್ಥಿತಿ ಬದಲಾಯಿಸಿದರೆ ಇನ್ನೂ ಹಿಂದೂ ಸಮಾಜ ಸರ್ಕಾರದ ವಿರುದ್ಧ ದಂಗೆ ಏಳುವ ಅಕ್ರೋಶವಿದೆ. ಈ ರೀತಿ ಗೂಂಡಾಗಿರಿ ನಡೆಸುವವರ ವಿರುದ್ಧ ಕ್ರಮ ಕೈಗೊಳ್ಳಬೇಕು ಎಂದು ಒತ್ತಾಯಿಸಿದರು. ಇದು ವ್ಯವಸ್ಥಿತ ಷಡ್ಯಂತ್ರ. ಮುಸ್ಲಿಂ ಸಮಾಜ ಎಚ್ಚೆತ್ತುಕೊಂಡು ಮತ್ತು ಸಮಾಜದ ಕಿಡಿಗೇಡಿಗಳಿಗೆ ಸರಿ ಮಾರ್ಗದರ್ಶನ ಮಾಡಬೇಕು. ನಂತರ ಸಂಕೇತ್ ಮನೆಗೂ ಭೇಟಿ ನೀಡಿ ಪೋಷಕರೊಂದಿಗೆ ಮಾತನಾಡಿದರು. (400, 678, 558, 767)
eshwarappa-quote-by (406, 655, 552, 666)
hucchuraya-caption: ಸುಸಂದರ್ಭವನ್ನು ಭಕ್ತರು ಕಣ್ತುಂಬಿಕೊಂಡರು. ಪೊಲೀಸರು ಸೂಕ್ತ ಬಂದೋಬಸ್ತ್ ಕೈಗೊಂಡಿದ್ದರು. (234, 1468, 454, 1490)
adike-right-row: ಕೆಂಪುಗೋಟು–12,105–12,105 (116, 217, 204, 227)
place-label: ಶಿವಮೊಗ್ಗ (46, 68, 74, 78)
quote-mark-icon: ❝ (405, 536, 422, 571)
ripponpete-quote (836, 878, 962, 1036)
tomb-photo (564, 404, 962, 530)
paper-name: ಹೊಸದಿಗಂತ (778, 39, 868, 64)
siddaganga-photo (462, 1124, 702, 1196)
pradarshana-headline: ನಾಳೆ ಪ್ರದರ್ಶನ ಮತ್ತು ಮಾರಾಟ ಮೇಳ (40, 650, 201, 665)
top-mid-rule (554, 98, 555, 258)
registration-marks-left (76, 1520, 116, 1531)
lorry-body (40, 300, 210, 456)
hucchuraya-text-1: ಪಟ್ಟಣದ ಇತಿಹಾಸ ಪ್ರಸಿದ್ಧ ಶ್ರೀ ಹುಚ್ಚುರಾಯಸ್ವಾಮಿ ಬ್ರಹ್ಮರಥೋತ್ಸವ ನಾಡಿನ ಮೂಲೆ ಮೂಲೆಯಿಂದ ಆಗಮಿಸಿದ ಸಹಸ್ರಾರು ಭಕ್ತರ ಸಮ್ಮುಖದಲ್ಲಿ ಜೈ ಆಂಜನೇಯ, ಜೈ ಭಜರಂಗಿ ಗೋವಿಂದಾ ನಾಮಸ್ಮರಣೆಯೊಂದಿಗೆ ವಿಜೃಂಭಣೆಯಿಂದ ನೆರವೇರಿತು. ಚೈತ್ರ ಶುದ್ಧ ಪೂರ್ಣಿಮೆ ಮುಹೂರ್ತದಲ್ಲಿ ಗುರುವಾರ ಬೆಳಗ್ಗೆ 7.15ಕ್ಕೆ ಮೇಷ ಲಗ್ನದಲ್ಲಿ ಶ್ರೀ ಸ್ವಾಮಿಯ ರಥೋತ್ಸವ ನಡೆಯಿತು. ರಥೋತ್ಸವದ ಅಂಗವಾಗಿ ಬೆಳಗಿನ ಜಾವ ಶ್ರೀಸ್ವಾಮಿಗೆ ವಿಶೇಷ ಪೂಜೆ, ಅಭಿಷೇಕ, ಮಹಾಮಂಗಳಾರತಿ ನೆರವೇರಿಸಲಾಯಿತು. ರಥದ ಸುತ್ತ ಗರುಡ ಪ್ರದಕ್ಷಿಣೆ ನಂತರ ರಥ ಎಳೆಯಲಾಯಿತು. (40, 1270, 230, 1370)
ripponpete-dateline: ರಿಪ್ಪನ್‌ಪೇಟೆ: (714, 878, 751, 888)
adike-title-b: ಧಾರಣೆ (91, 156, 124, 172)
dharmasthala94-body-2: ಮಾಡಲಾಗುತ್ತಿದೆ. ವಾತ್ಸಲ್ಯ ಕಿಟ್ ವಿತರಣೆ ಮಾಡಲಾಗುತ್ತಿದೆ. ಪ್ರತಿ ತಿಂಗಳು ಅರ್ಹರಿಗೆ ಹಣ ಜಮೆ ಮಾಡಲಾಗುತ್ತಿದೆ ಎಂದರು. ಒಕ್ಕೂಟದ ಅಧ್ಯಕ್ಷ ವಿವೇಕ್, ಮೇಲ್ವಿಚಾರಕ ಪ್ರಿಯಾ, ಶ್ಯಾಮಲ, ಗೌರಮ್ಮ, ಲಲಿತ, ಶ್ವೇತಾ ಮುಂತಾದವರು ಉಪಸ್ಥಿತರಿದ್ದರು. (858, 1368, 962, 1457)
lead-body-left-1 (222, 536, 396, 802)
siddaganga-body-2: ಕಾರ್ಯಕ್ರಮದಲ್ಲಿ ಶ್ರೀಗಳ ಭಾವಚಿತ್ರಕ್ಕೆ ಪುಷ್ಪನಮನ ಸಲ್ಲಿಸಲಾಯಿತು. ಸಂದರ್ಭದಲ್ಲಿ ಸತೀಶ್ ಹೆಗಡೆ, ಆರ್. ರಾಘವೇಂದ್ರ, ನಿರಂಜನ ಶೆಟ್ಟಿ, ಕೆ. ಮಂಜಪ್ಪ, ಗೋಪಾಲ್, ವೀರಭದ್ರಪ್ಪ, ಶಂಕರ್, ಅರ್.ಡಿ. ಶೀಲಾ, ಪದ್ಮ ಮತ್ತಿತರರು ಹಾಜರಿದ್ದರು. (584, 862, 702, 928)
samskruti-body-left (562, 124, 758, 256)
adike-title (54, 156, 123, 174)
min-temp-label: ಕನಿಷ್ಠ (568, 38, 582, 47)
bottom-mid-rule-2 (708, 814, 709, 1196)
bottom-mid-rule-1 (455, 814, 456, 1196)
city-title: ಶಿವಮೊಗ್ಗ (320, 37, 436, 78)
ripponpete-quote-by (840, 1005, 958, 1024)
siddaganga-body-1 (462, 862, 580, 1120)
samskruti-headline: ಸಂಸ್ಕೃತಿ ಎಂದಿಗೂ ಮರೆಯದಿರಿ: ನಾರಾಯಣರಾವ್ (562, 100, 801, 118)
dharmasthala94-text-1: ತಾಲೂಕಿನಲ್ಲಿ 94 ಅಶಕ್ತರಿಗೆ ತಲಾ 1000 ರೂ. ನಂತೆ ಮಾಸಾಶನ ನೀಡುತ್ತಿದೆ ಎಂದು ಧರ್ಮಸ್ಥಳ ಗ್ರಾಮಾಭಿವೃದ್ಧಿ ಯೋಜನೆ ಯೋಜನಾಧಿಕಾರಿ ದಯಾನಂದ ತಿಳಿಸಿದರು. ಧರ್ಮಸ್ಥಳ ಮಾತೃಶ್ರೀ ಹೇಮಾವತಿ ವಿ. ಹೆಗ್ಗಡೆ ಅವರ ಹುಟ್ಟುಹಬ್ಬದ ಪ್ರಯುಕ್ತ ಅಶಕ್ತರಿಗೆ ಆಹಾರ ಕಿಟ್ ವಿತರಿಸಿ ಮಾತನಾಡಿದರು. (734, 1252, 852, 1341)
hand-icon (34, 100, 82, 148)
